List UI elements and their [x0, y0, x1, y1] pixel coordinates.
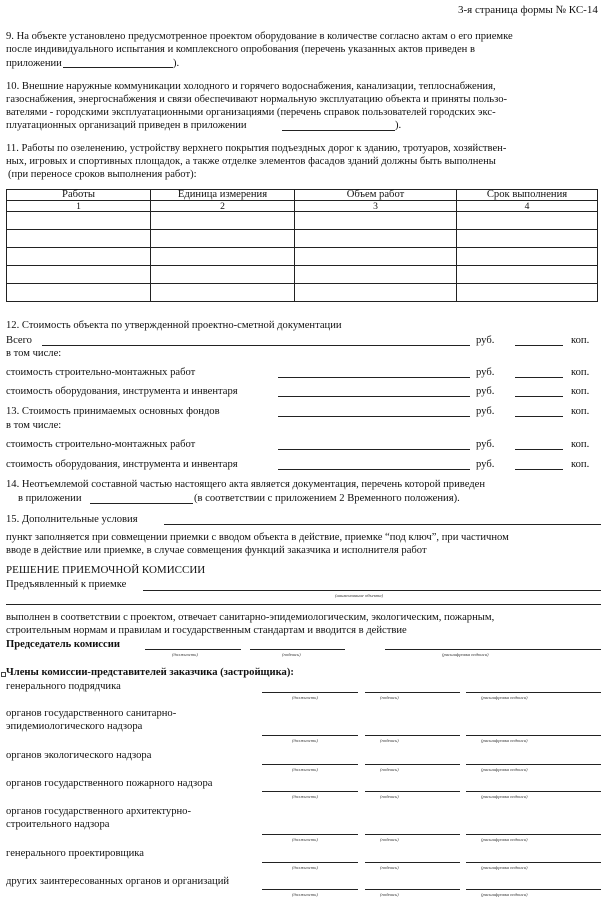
caption-name: (расшифровка подписи)	[481, 865, 528, 870]
kop-label: коп.	[571, 459, 590, 470]
member-role-line1: генерального проектировщика	[6, 848, 144, 859]
page-label: 3-я страница формы № КС-14	[458, 4, 598, 16]
member-name-field[interactable]	[466, 764, 601, 765]
caption-signature: (подпись)	[380, 767, 399, 772]
caption-position: (должность)	[292, 892, 318, 897]
member-name-field[interactable]	[466, 735, 601, 736]
chairman-name-field[interactable]	[385, 649, 601, 650]
member-signature-field[interactable]	[365, 735, 460, 736]
caption-signature: (подпись)	[380, 794, 399, 799]
table-cell[interactable]	[7, 248, 151, 266]
table-cell[interactable]	[151, 284, 295, 302]
item14-line1: 14. Неотъемлемой составной частью настоящего акта является документация, перечень которой приведен	[6, 479, 486, 490]
item9-appendix-field[interactable]	[63, 67, 173, 68]
member-position-field[interactable]	[262, 735, 358, 736]
table-row	[7, 266, 598, 284]
item10-line2: газоснабжения, энергоснабжения и связи обеспечивают нормальную эксплуатацию объекта и приняты пользо-	[6, 94, 508, 105]
col-number: 4	[457, 201, 598, 212]
table-cell[interactable]	[457, 266, 598, 284]
col-header-deadline: Срок выполнения	[457, 190, 598, 201]
item12-equipment-rub-field[interactable]	[278, 396, 470, 397]
item13-including: в том числе:	[6, 420, 62, 431]
table-cell[interactable]	[151, 230, 295, 248]
object-name-field[interactable]	[143, 590, 601, 591]
caption-name: (расшифровка подписи)	[481, 837, 528, 842]
table-row	[7, 284, 598, 302]
item14-appendix-field[interactable]	[90, 503, 193, 504]
caption-name: (расшифровка подписи)	[481, 892, 528, 897]
member-position-field[interactable]	[262, 834, 358, 835]
caption-name: (расшифровка подписи)	[481, 767, 528, 772]
table-cell[interactable]	[457, 230, 598, 248]
item12-title: 12. Стоимость объекта по утвержденной проектно-сметной документации	[6, 320, 342, 331]
item11-line3: (при переносе сроков выполнения работ):	[8, 169, 197, 180]
chairman-label: Председатель комиссии	[6, 639, 120, 650]
table-cell[interactable]	[7, 230, 151, 248]
decision-line1: выполнен в соответствии с проектом, отвечает санитарно-эпидемиологическим, экологическим, пожарным,	[6, 612, 495, 623]
item12-equipment-kop-field[interactable]	[515, 396, 563, 397]
table-cell[interactable]	[151, 248, 295, 266]
member-role-line2: эпидемиологического надзора	[6, 721, 143, 732]
item12-including: в том числе:	[6, 348, 62, 359]
item11-line1: 11. Работы по озеленению, устройству верхнего покрытия подъездных дорог к зданию, тротуаров, хозяйствен-	[6, 143, 507, 154]
member-role-line1: органов государственного санитарно-	[6, 708, 177, 719]
item13-equipment-kop-field[interactable]	[515, 469, 563, 470]
member-name-field[interactable]	[466, 834, 601, 835]
member-name-field[interactable]	[466, 862, 601, 863]
caption-position: (должность)	[292, 695, 318, 700]
item12-construction-label: стоимость строительно-монтажных работ	[6, 367, 196, 378]
item13-total-kop-field[interactable]	[515, 416, 563, 417]
caption-signature: (подпись)	[380, 892, 399, 897]
member-role-line1: органов государственного архитектурно-	[6, 806, 191, 817]
item10-appendix-field[interactable]	[282, 130, 395, 131]
members-title: Члены комиссии-представителей заказчика (застройщика):	[6, 667, 294, 678]
member-signature-field[interactable]	[365, 692, 460, 693]
object-name-field-continued[interactable]	[6, 604, 601, 605]
caption-signature: (подпись)	[380, 695, 399, 700]
item11-line2: ных, игровых и спортивных площадок, а также отделке элементов фасадов зданий должны быть выполнены	[6, 156, 496, 167]
caption-position: (должность)	[292, 794, 318, 799]
item10-line4-suffix: ).	[395, 120, 402, 131]
item13-title: 13. Стоимость принимаемых основных фондов	[6, 406, 220, 417]
item9-line2: после индивидуального испытания и комплексного опробования (перечень указанных актов приведен в	[6, 44, 475, 55]
caption-position: (должность)	[172, 652, 198, 657]
table-cell[interactable]	[457, 212, 598, 230]
col-number: 1	[7, 201, 151, 212]
col-header-unit: Единица измерения	[151, 190, 295, 201]
table-cell[interactable]	[7, 266, 151, 284]
object-name-caption: (наименование объекта)	[335, 593, 384, 598]
kop-label: коп.	[571, 367, 590, 378]
item9-line3-prefix: приложении	[6, 58, 62, 69]
decision-line2: строительным нормам и правилам и государственным стандартам и вводится в действие	[6, 625, 407, 636]
item9-line3-suffix: ).	[173, 58, 180, 69]
table-cell[interactable]	[295, 212, 457, 230]
member-name-field[interactable]	[466, 791, 601, 792]
rub-label: руб.	[476, 367, 495, 378]
item13-total-rub-field[interactable]	[278, 416, 470, 417]
rub-label: руб.	[476, 335, 495, 346]
rub-label: руб.	[476, 406, 495, 417]
item13-construction-rub-field[interactable]	[278, 449, 470, 450]
member-role-line2: строительного надзора	[6, 819, 110, 830]
rub-label: руб.	[476, 459, 495, 470]
member-role-line1: других заинтересованных органов и организаций	[6, 876, 230, 887]
item15-line3: вводе в действие или приемке, в случае совмещения функций заказчика и исполнителя работ	[6, 545, 427, 556]
kop-label: коп.	[571, 406, 590, 417]
caption-signature: (подпись)	[380, 837, 399, 842]
member-signature-field[interactable]	[365, 791, 460, 792]
item12-equipment-label: стоимость оборудования, инструмента и инвентаря	[6, 386, 238, 397]
table-cell[interactable]	[7, 284, 151, 302]
item14-line2-prefix: в приложении	[18, 493, 82, 504]
item12-total-rub-field[interactable]	[42, 345, 470, 346]
chairman-position-field[interactable]	[145, 649, 241, 650]
table-row	[7, 248, 598, 266]
table-cell[interactable]	[457, 284, 598, 302]
item15-title: 15. Дополнительные условия	[6, 514, 138, 525]
item13-equipment-rub-field[interactable]	[278, 469, 470, 470]
table-cell[interactable]	[295, 266, 457, 284]
table-cell[interactable]	[151, 266, 295, 284]
caption-name: (расшифровка подписи)	[481, 794, 528, 799]
caption-signature: (подпись)	[380, 865, 399, 870]
caption-position: (должность)	[292, 837, 318, 842]
table-row	[7, 230, 598, 248]
caption-signature: (подпись)	[380, 738, 399, 743]
member-position-field[interactable]	[262, 692, 358, 693]
member-name-field[interactable]	[466, 692, 601, 693]
item13-equipment-label: стоимость оборудования, инструмента и инвентаря	[6, 459, 238, 470]
caption-signature: (подпись)	[282, 652, 301, 657]
caption-name: (расшифровка подписи)	[481, 738, 528, 743]
member-position-field[interactable]	[262, 889, 358, 890]
item12-construction-rub-field[interactable]	[278, 377, 470, 378]
caption-name: (расшифровка подписи)	[442, 652, 489, 657]
table-cell[interactable]	[295, 284, 457, 302]
item9-line1: 9. На объекте установлено предусмотренное проектом оборудование в количестве согласно актам о его приемке	[6, 31, 513, 42]
item10-line4-prefix: плуатационных организаций приведен в приложении	[6, 120, 247, 131]
member-position-field[interactable]	[262, 764, 358, 765]
col-number: 2	[151, 201, 295, 212]
kop-label: коп.	[571, 335, 590, 346]
table-cell[interactable]	[295, 248, 457, 266]
decision-title: РЕШЕНИЕ ПРИЕМОЧНОЙ КОМИССИИ	[6, 564, 206, 576]
item12-total-label: Всего	[6, 335, 32, 346]
caption-position: (должность)	[292, 767, 318, 772]
table-row	[7, 212, 598, 230]
member-name-field[interactable]	[466, 889, 601, 890]
table-cell[interactable]	[151, 212, 295, 230]
item12-construction-kop-field[interactable]	[515, 377, 563, 378]
col-header-volume: Объем работ	[295, 190, 457, 201]
caption-position: (должность)	[292, 865, 318, 870]
kop-label: коп.	[571, 439, 590, 450]
member-signature-field[interactable]	[365, 889, 460, 890]
member-role-line1: генерального подрядчика	[6, 681, 121, 692]
item10-line3: вателями - городскими эксплуатационными организациями (перечень справок пользователей городских экс-	[6, 107, 496, 118]
caption-name: (расшифровка подписи)	[481, 695, 528, 700]
item13-construction-label: стоимость строительно-монтажных работ	[6, 439, 196, 450]
member-signature-field[interactable]	[365, 834, 460, 835]
table-cell[interactable]	[295, 230, 457, 248]
works-table	[6, 189, 598, 302]
item13-construction-kop-field[interactable]	[515, 449, 563, 450]
item15-conditions-field[interactable]	[164, 524, 601, 525]
member-position-field[interactable]	[262, 791, 358, 792]
member-position-field[interactable]	[262, 862, 358, 863]
col-header-works: Работы	[7, 190, 151, 201]
kop-label: коп.	[571, 386, 590, 397]
caption-position: (должность)	[292, 738, 318, 743]
item10-line1: 10. Внешние наружные коммуникации холодного и горячего водоснабжения, канализации, теплоснабжения,	[6, 81, 496, 92]
decision-presented-label: Предъявленный к приемке	[6, 579, 127, 590]
member-signature-field[interactable]	[365, 764, 460, 765]
item12-total-kop-field[interactable]	[515, 345, 563, 346]
member-role-line1: органов экологического надзора	[6, 750, 152, 761]
rub-label: руб.	[476, 386, 495, 397]
table-cell[interactable]	[457, 248, 598, 266]
chairman-signature-field[interactable]	[250, 649, 345, 650]
member-role-line1: органов государственного пожарного надзора	[6, 778, 213, 789]
item14-line2-suffix: (в соответствии с приложением 2 Временного положения).	[194, 493, 460, 504]
member-signature-field[interactable]	[365, 862, 460, 863]
rub-label: руб.	[476, 439, 495, 450]
table-cell[interactable]	[7, 212, 151, 230]
col-number: 3	[295, 201, 457, 212]
item15-line2: пункт заполняется при совмещении приемки с вводом объекта в действие, приемке “под ключ”, при частичном	[6, 532, 509, 543]
